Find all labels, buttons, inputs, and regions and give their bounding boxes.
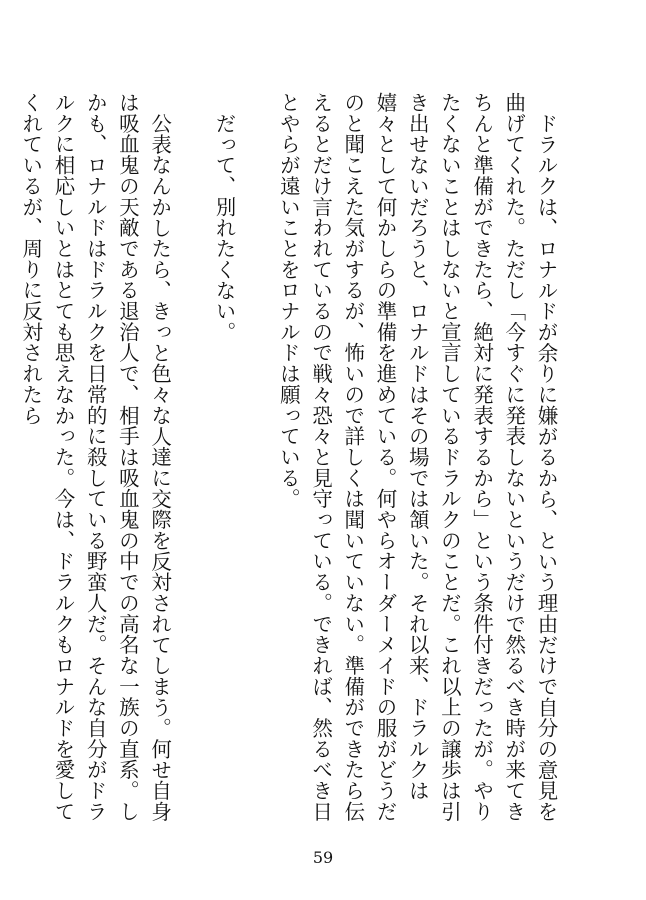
blank-line [176, 92, 208, 830]
vertical-text-block [18, 92, 562, 830]
blank-line [240, 92, 272, 830]
page-number: 59 [312, 848, 334, 867]
paragraph-1: ドラルクは、ロナルドが余りに嫌がるから、という理由だけで自分の意見を曲げてくれた。ただし「今すぐに発表しないというだけで然るべき時が来てきちんと準備ができたら、絶対に発表するから」という条件付きだったが。やりたくないことはしないと宣言しているドラルクのことだ。これ以上の譲歩は引き出せないだろうと、ロナルドはその場では頷いた。それ以来、ドラルクは嬉々として何かしらの準備を進めている。何やらオーダーメイドの服がどうだのと聞こえた気がするが、怖いので詳しくは聞いていない。準備ができたら伝えるとだけ言われているので戦々恐々と見守っている。できれば、然るべき日とやらが遠いことをロナルドは願っている。 [276, 92, 558, 822]
paragraph-3: 公表なんかしたら、きっと色々な人達に交際を反対されてしまう。何せ自身は吸血鬼の天敵である退治人で、相手は吸血鬼の中での高名な一族の直系。しかも、ロナルドはドラルクを日常的に殺している野蛮人だ。そんな自分がドラルクに相応しいとはとても思えなかった。今は、ドラルクもロナルドを愛してくれているが、周りに反対されたら [18, 92, 172, 822]
paragraph-2: だって、別れたくない。 [211, 112, 236, 342]
